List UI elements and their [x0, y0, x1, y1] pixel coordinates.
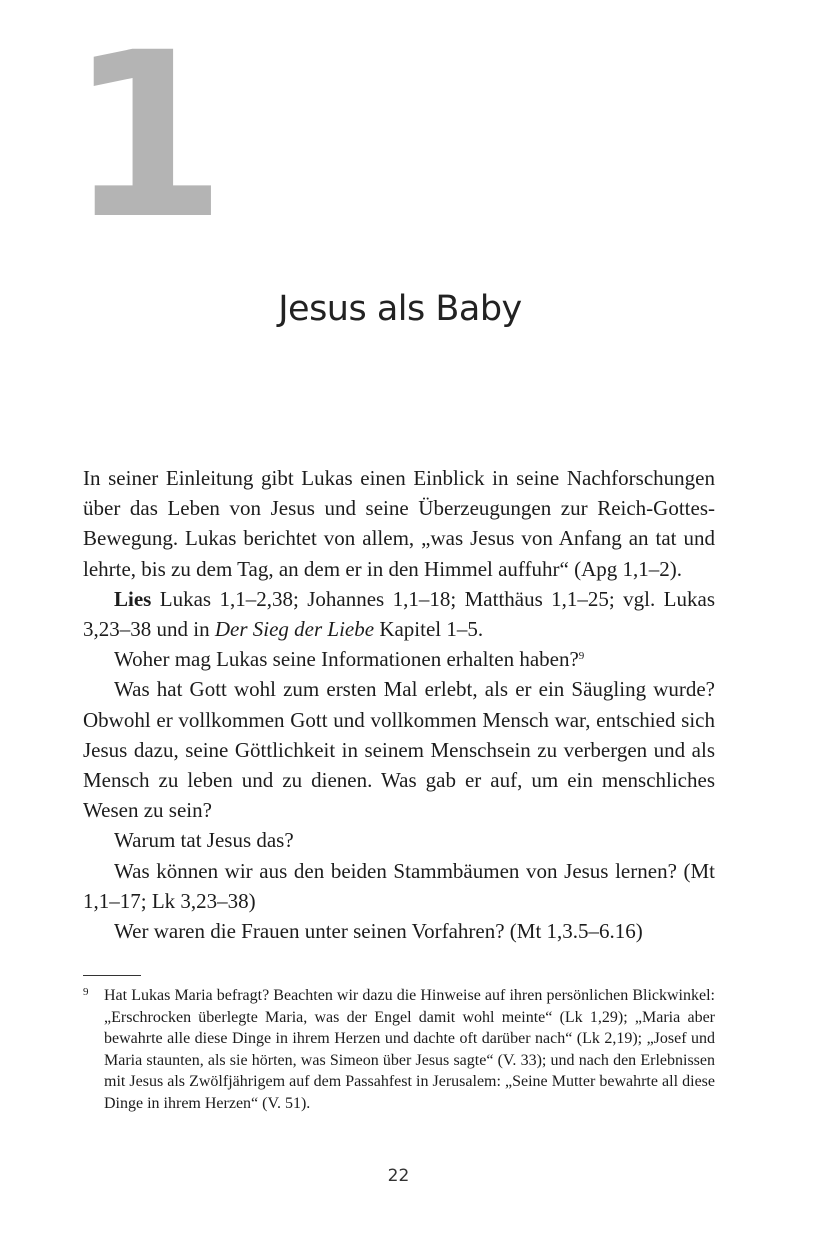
- question-women: Wer waren die Frauen unter seinen Vorfahren? (Mt 1,3.5–6.16): [114, 919, 643, 944]
- footnote-number: 9: [83, 986, 89, 998]
- question-genealogies: Was können wir aus den beiden Stammbäumen von Jesus lernen? (Mt 1,1–17; Lk 3,23–38): [83, 858, 715, 913]
- question-infancy: Was hat Gott wohl zum ersten Mal erlebt, als er ein Säugling wurde? Obwohl er vollkommen Gott und vollkommen Mensch war, entschied sich Jesus dazu, seine Göttlichkeit in seinem Menschsein zu verbergen und als Mensch zu leben und zu dienen. Was gab er auf, um ein menschliches Wesen zu sein?: [83, 677, 715, 823]
- chapter-number: 1: [68, 3, 221, 269]
- paragraph-intro: In seiner Einleitung gibt Lukas einen Einblick in seine Nachforschungen über das Leben von Jesus und seine Überzeugungen zur Reich-Gottes-Bewegung. Lukas berichtet von allem, „was Jesus von Anfang an tat und lehrte, bis zu dem Tag, an dem er in den Himmel auffuhr“ (Apg 1,1–2).: [83, 466, 715, 581]
- footnote-divider: [83, 975, 141, 976]
- footnote-text: Hat Lukas Maria befragt? Beachten wir dazu die Hinweise auf ihren persönlichen Blickwinkel: „Erschrocken überlegte Maria, was der Engel damit wohl meinte“ (Lk 1,29); „Maria aber bewahrte alle diese Dinge in ihrem Herzen und dachte oft darüber nach“ (Lk 2,19); „Josef und Maria staunten, als sie hörten, was Simeon über Jesus sagte“ (V. 33); und nach den Erlebnissen mit Jesus als Zwölfjährigem auf dem Passahfest in Jerusalem: „Seine Mutter bewahrte all diese Dinge in ihrem Herzen“ (V. 51).: [104, 987, 715, 1112]
- reading-tail: Kapitel 1–5.: [374, 617, 484, 642]
- question-sources: [83, 644, 715, 674]
- reading-references: Lukas 1,1–2,38; Johannes 1,1–18; Matthäus 1,1–25; vgl. Lukas 3,23–38 und in: [83, 586, 715, 642]
- footnote: [83, 985, 715, 1115]
- book-title: Der Sieg der Liebe: [214, 617, 375, 642]
- page-number: 22: [387, 1166, 410, 1186]
- question-sources-text: Woher mag Lukas seine Informationen erhalten haben?: [114, 647, 579, 672]
- reading-lead: Lies: [114, 586, 152, 611]
- question-why: Warum tat Jesus das?: [114, 828, 294, 853]
- footnote-reference: 9: [578, 650, 585, 663]
- paragraph-reading: [83, 584, 715, 644]
- body-text: [83, 463, 715, 946]
- chapter-title: Jesus als Baby: [278, 289, 522, 330]
